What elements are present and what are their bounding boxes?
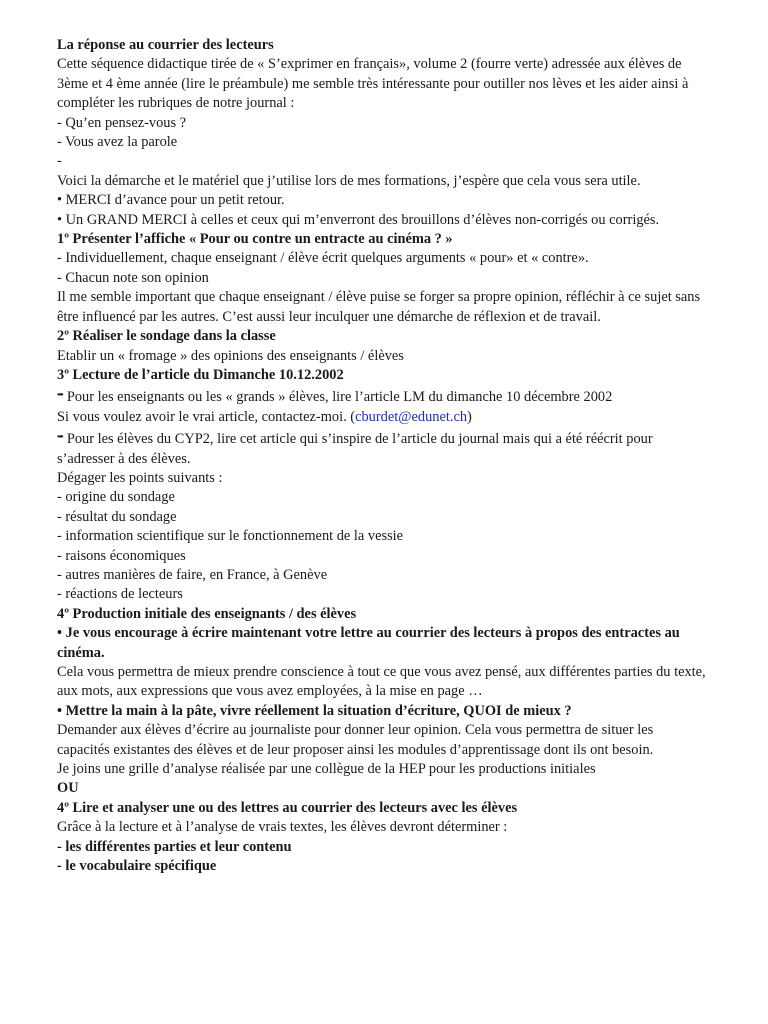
- contact-prefix: Si vous voulez avoir le vrai article, contactez-moi. (: [57, 408, 356, 425]
- list-item: - autres manières de faire, en France, à Genève: [57, 566, 328, 583]
- rubric-item: - Qu’en pensez-vous ?: [57, 114, 187, 131]
- document-title: La réponse au courrier des lecteurs: [57, 37, 274, 53]
- rubric-item: -: [57, 153, 62, 170]
- email-link[interactable]: cburdet@edunet.ch: [355, 408, 468, 425]
- step4-encourage: • Je vous encourage à écrire maintenant votre lettre au courrier des lecteurs à propos des entractes au cinéma.: [57, 625, 680, 661]
- step3-item: [57, 427, 707, 469]
- step3-item-text: Pour les enseignants ou les « grands » élèves, lire l’article LM du dimanche 10 décembre 2002: [66, 389, 613, 406]
- step4b-paragraph: Grâce à la lecture et à l’analyse de vrais textes, les élèves devront déterminer :: [57, 819, 508, 836]
- rubric-item: - Vous avez la parole: [57, 134, 178, 151]
- step1-line: - Chacun note son opinion: [57, 269, 209, 286]
- step4b-heading: 4º Lire et analyser une ou des lettres au courrier des lecteurs avec les élèves: [57, 799, 518, 816]
- step1-line: - Individuellement, chaque enseignant / élève écrit quelques arguments « pour» et « contre».: [57, 250, 589, 267]
- step4-paragraph: Je joins une grille d’analyse réalisée par une collègue de la HEP pour les productions initiales: [57, 761, 596, 778]
- step3-item-text: Pour les élèves du CYP2, lire cet article qui s’inspire de l’article du journal mais qui a été réécrit pour s’adresser à des élèves.: [57, 431, 653, 467]
- document-body: [57, 36, 707, 876]
- or-label: OU: [57, 780, 79, 797]
- approach-paragraph: Voici la démarche et le matériel que j’utilise lors de mes formations, j’espère que cela vous sera utile.: [57, 172, 641, 189]
- step4b-item: - les différentes parties et leur contenu: [57, 838, 292, 855]
- list-item: - réactions de lecteurs: [57, 586, 183, 603]
- step3-heading: 3º Lecture de l’article du Dimanche 10.12.2002: [57, 366, 344, 383]
- step1-paragraph: Il me semble important que chaque enseignant / élève puise se forger sa propre opinion, réfléchir à ce sujet sans être influencé par les autres. C’est aussi leur inculquer une démarche de réflexion et de travail.: [57, 289, 701, 325]
- step4-heading: 4º Production initiale des enseignants / des élèves: [57, 605, 357, 622]
- step3-contact: [57, 408, 707, 427]
- step4-paragraph: Demander aux élèves d’écrire au journaliste pour donner leur opinion. Cela vous permettra de situer les capacités existantes des élèves et de leur proposer ainsi les modules d’apprentissage dont ils ont besoin.: [57, 722, 654, 758]
- thanks-line: • Un GRAND MERCI à celles et ceux qui m’enverront des brouillons d’élèves non-corrigés ou corrigés.: [57, 211, 660, 228]
- step2-heading: 2º Réaliser le sondage dans la classe: [57, 328, 276, 345]
- step2-line: Etablir un « fromage » des opinions des enseignants / élèves: [57, 347, 404, 364]
- step3-points-intro: Dégager les points suivants :: [57, 469, 223, 486]
- list-item: - résultat du sondage: [57, 508, 177, 525]
- contact-suffix: ): [467, 408, 472, 425]
- list-item: - origine du sondage: [57, 489, 175, 506]
- step3-item: [57, 385, 707, 407]
- step4-hands-on: • Mettre la main à la pâte, vivre réellement la situation d’écriture, QUOI de mieux ?: [57, 702, 572, 719]
- list-item: - raisons économiques: [57, 547, 186, 564]
- thanks-line: • MERCI d’avance pour un petit retour.: [57, 192, 285, 209]
- intro-paragraph: Cette séquence didactique tirée de « S’exprimer en français», volume 2 (fourre verte) adressée aux élèves de 3ème et 4 ème année (lire le préambule) me semble très intéressante pour outiller nos lèves et les aider ainsi à compléter les rubriques de notre journal :: [57, 56, 689, 112]
- step4b-item: - le vocabulaire spécifique: [57, 858, 217, 875]
- list-item: - information scientifique sur le fonctionnement de la vessie: [57, 528, 404, 545]
- step1-heading: 1º Présenter l’affiche « Pour ou contre un entracte au cinéma ? »: [57, 231, 453, 248]
- arrow-icon: ➡: [57, 432, 64, 442]
- step4-paragraph: Cela vous permettra de mieux prendre conscience à tout ce que vous avez pensé, aux différentes parties du texte, aux mots, aux expressions que vous avez employées, à la mise en page …: [57, 664, 706, 700]
- arrow-icon: ➡: [57, 390, 64, 400]
